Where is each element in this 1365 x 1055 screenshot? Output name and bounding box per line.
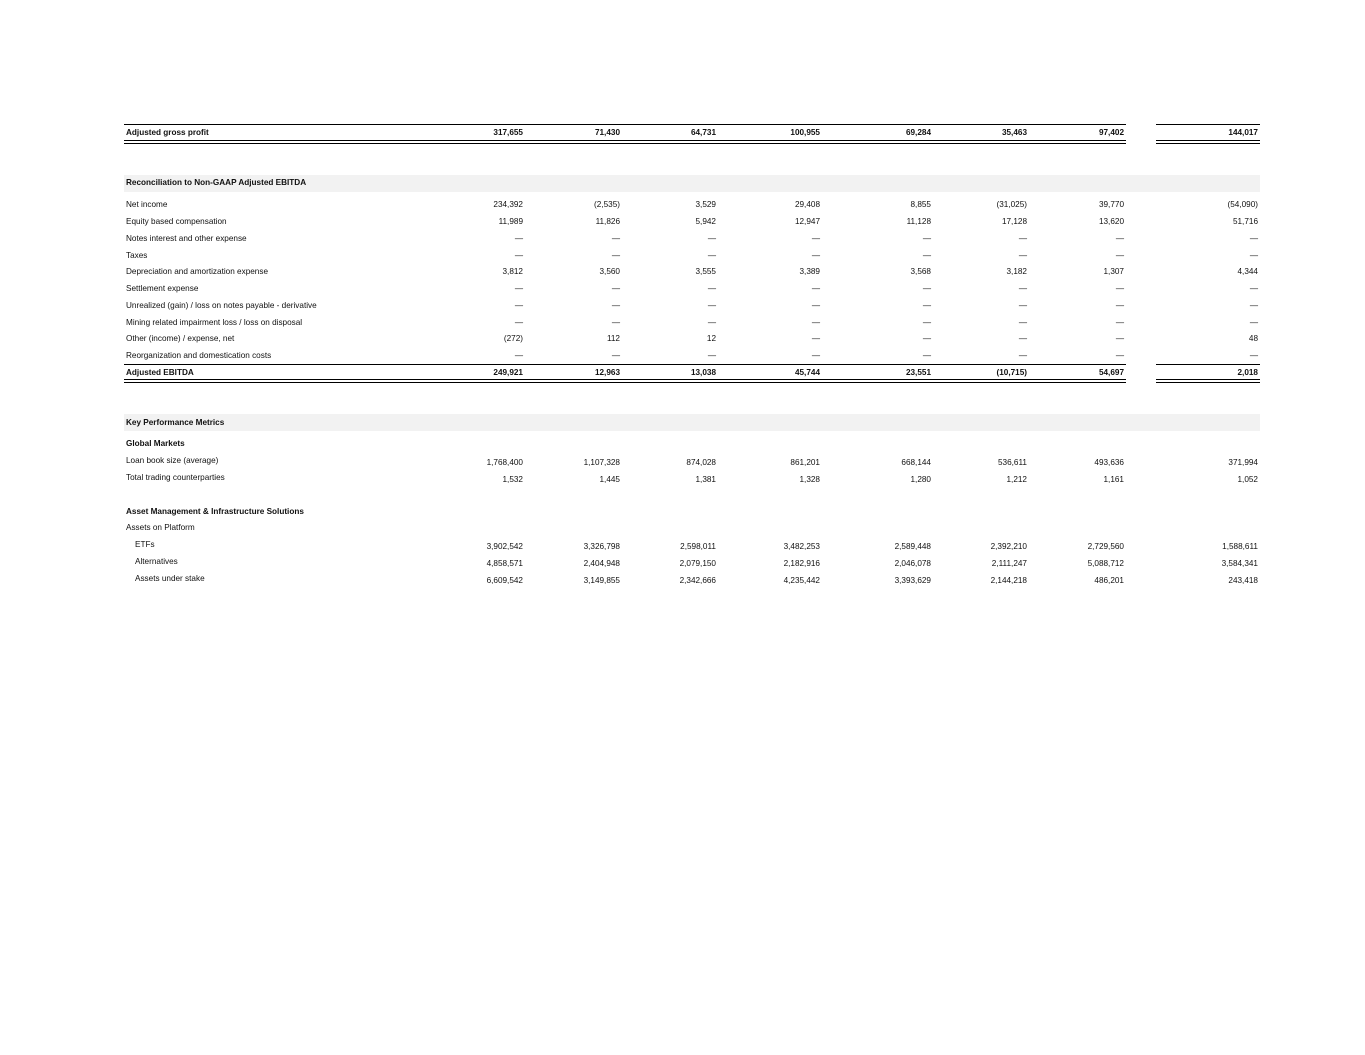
value-cell: — <box>922 301 931 310</box>
row-label: Alternatives <box>135 557 178 566</box>
row-label: Reconciliation to Non-GAAP Adjusted EBITDA <box>126 178 307 187</box>
value-cell: 45,744 <box>794 368 820 377</box>
value-cell: 71,430 <box>594 128 620 137</box>
value-cell: 3,560 <box>599 267 620 276</box>
value-cell: — <box>1115 251 1124 260</box>
value-cell: 1,212 <box>1006 475 1027 484</box>
value-cell: — <box>611 301 620 310</box>
value-cell: 371,994 <box>1228 458 1258 467</box>
value-cell: 4,344 <box>1237 267 1258 276</box>
reconciliation-header <box>124 175 1260 191</box>
value-cell: 2,182,916 <box>783 559 820 568</box>
value-cell: 48 <box>1248 334 1258 343</box>
value-cell: — <box>811 351 820 360</box>
value-cell: 243,418 <box>1228 576 1258 585</box>
kpi-row <box>124 554 1260 570</box>
value-cell: — <box>1249 234 1258 243</box>
value-cell: — <box>811 301 820 310</box>
row-label: Equity based compensation <box>126 217 227 226</box>
value-cell: — <box>1018 334 1027 343</box>
row-label: Adjusted gross profit <box>126 128 209 137</box>
reconciliation-row <box>124 231 1260 247</box>
value-cell: — <box>811 284 820 293</box>
value-cell: 2,046,078 <box>894 559 931 568</box>
reconciliation-row <box>124 315 1260 331</box>
value-cell: 2,392,210 <box>990 542 1027 551</box>
value-cell: (31,025) <box>996 200 1027 209</box>
value-cell: — <box>922 318 931 327</box>
value-cell: 11,128 <box>906 217 931 226</box>
reconciliation-row <box>124 264 1260 280</box>
value-cell: — <box>922 234 931 243</box>
reconciliation-row <box>124 248 1260 264</box>
assets-on-platform-label <box>124 520 1260 536</box>
adjusted-ebitda-row <box>124 365 1260 381</box>
value-cell: 3,149,855 <box>583 576 620 585</box>
value-cell: 1,381 <box>695 475 716 484</box>
row-label: Net income <box>126 200 168 209</box>
value-cell: 69,284 <box>905 128 931 137</box>
row-label: Depreciation and amortization expense <box>126 267 269 276</box>
value-cell: 64,731 <box>690 128 716 137</box>
kpi-header <box>124 415 1260 431</box>
value-cell: 536,611 <box>998 458 1027 467</box>
value-cell: — <box>1115 234 1124 243</box>
value-cell: — <box>514 318 523 327</box>
value-cell: 3,584,341 <box>1221 559 1258 568</box>
value-cell: — <box>922 284 931 293</box>
value-cell: 17,128 <box>1001 217 1027 226</box>
reconciliation-row <box>124 348 1260 364</box>
value-cell: — <box>1018 301 1027 310</box>
value-cell: 1,768,400 <box>486 458 523 467</box>
row-label: Taxes <box>126 251 148 260</box>
value-cell: 1,161 <box>1103 475 1124 484</box>
value-cell: 2,598,011 <box>680 542 716 551</box>
value-cell: 13,620 <box>1098 217 1124 226</box>
value-cell: — <box>1018 318 1027 327</box>
value-cell: 1,052 <box>1237 475 1258 484</box>
value-cell: 1,588,611 <box>1222 542 1258 551</box>
value-cell: — <box>611 251 620 260</box>
value-cell: 1,280 <box>910 475 931 484</box>
value-cell: 668,144 <box>901 458 931 467</box>
asset-management-label <box>124 504 1260 520</box>
value-cell: 112 <box>606 334 620 343</box>
kpi-row <box>124 537 1260 553</box>
value-cell: — <box>1249 301 1258 310</box>
value-cell: 3,326,798 <box>583 542 620 551</box>
value-cell: 54,697 <box>1098 368 1124 377</box>
value-cell: 5,088,712 <box>1087 559 1124 568</box>
value-cell: 29,408 <box>794 200 820 209</box>
kpi-row <box>124 571 1260 587</box>
value-cell: — <box>1115 284 1124 293</box>
value-cell: — <box>514 301 523 310</box>
value-cell: 39,770 <box>1098 200 1124 209</box>
row-label: Adjusted EBITDA <box>126 368 194 377</box>
value-cell: 11,989 <box>498 217 523 226</box>
value-cell: — <box>707 251 716 260</box>
value-cell: 12 <box>706 334 716 343</box>
value-cell: 3,812 <box>502 267 523 276</box>
row-label: ETFs <box>135 540 155 549</box>
value-cell: 1,532 <box>502 475 523 484</box>
value-cell: — <box>922 251 931 260</box>
value-cell: — <box>514 251 523 260</box>
value-cell: 5,942 <box>695 217 716 226</box>
value-cell: (54,090) <box>1227 200 1258 209</box>
value-cell: 35,463 <box>1001 128 1027 137</box>
value-cell: — <box>611 318 620 327</box>
value-cell: — <box>922 351 931 360</box>
row-label: Assets on Platform <box>126 523 195 532</box>
value-cell: — <box>811 251 820 260</box>
value-cell: — <box>1115 334 1124 343</box>
value-cell: — <box>1018 351 1027 360</box>
value-cell: 3,482,253 <box>783 542 820 551</box>
value-cell: — <box>811 234 820 243</box>
row-label: Key Performance Metrics <box>126 418 225 427</box>
value-cell: 2,404,948 <box>583 559 620 568</box>
value-cell: — <box>1249 251 1258 260</box>
value-cell: — <box>1115 351 1124 360</box>
row-label: Loan book size (average) <box>126 456 219 465</box>
reconciliation-row <box>124 298 1260 314</box>
value-cell: 13,038 <box>690 368 716 377</box>
value-cell: 4,235,442 <box>783 576 820 585</box>
value-cell: 4,858,571 <box>486 559 523 568</box>
row-label: Unrealized (gain) / loss on notes payable - derivative <box>126 301 317 310</box>
row-label: Total trading counterparties <box>126 473 225 482</box>
value-cell: 97,402 <box>1098 128 1124 137</box>
row-label: Mining related impairment loss / loss on disposal <box>126 318 303 327</box>
value-cell: 100,955 <box>790 128 820 137</box>
value-cell: — <box>1249 284 1258 293</box>
value-cell: — <box>707 351 716 360</box>
value-cell: — <box>1249 318 1258 327</box>
value-cell: 493,636 <box>1094 458 1124 467</box>
value-cell: 3,393,629 <box>894 576 931 585</box>
value-cell: 51,716 <box>1232 217 1258 226</box>
value-cell: — <box>514 284 523 293</box>
value-cell: 2,018 <box>1237 368 1258 377</box>
value-cell: 144,017 <box>1228 128 1258 137</box>
value-cell: — <box>922 334 931 343</box>
row-label: Reorganization and domestication costs <box>126 351 272 360</box>
value-cell: — <box>1018 234 1027 243</box>
value-cell: — <box>811 334 820 343</box>
value-cell: 2,079,150 <box>679 559 716 568</box>
value-cell: 12,947 <box>794 217 820 226</box>
value-cell: 2,729,560 <box>1087 542 1124 551</box>
value-cell: 3,902,542 <box>486 542 523 551</box>
value-cell: 6,609,542 <box>486 576 523 585</box>
value-cell: — <box>1249 351 1258 360</box>
value-cell: — <box>514 351 523 360</box>
adjusted-gross-profit-row <box>124 125 1260 141</box>
value-cell: 12,963 <box>594 368 620 377</box>
value-cell: — <box>611 284 620 293</box>
value-cell: 249,921 <box>493 368 523 377</box>
value-cell: 234,392 <box>493 200 523 209</box>
value-cell: 3,568 <box>910 267 931 276</box>
row-label: Settlement expense <box>126 284 199 293</box>
value-cell: — <box>707 318 716 327</box>
value-cell: 2,111,247 <box>991 559 1027 568</box>
reconciliation-row <box>124 197 1260 213</box>
value-cell: 8,855 <box>910 200 931 209</box>
row-label: Global Markets <box>126 439 185 448</box>
row-label: Notes interest and other expense <box>126 234 247 243</box>
value-cell: — <box>1115 318 1124 327</box>
row-label: Asset Management & Infrastructure Solutions <box>126 507 304 516</box>
kpi-row <box>124 470 1260 486</box>
value-cell: — <box>707 301 716 310</box>
value-cell: 23,551 <box>905 368 931 377</box>
value-cell: — <box>1018 284 1027 293</box>
value-cell: 1,307 <box>1103 267 1124 276</box>
value-cell: 874,028 <box>686 458 716 467</box>
value-cell: 486,201 <box>1094 576 1124 585</box>
value-cell: 861,201 <box>790 458 820 467</box>
value-cell: — <box>611 234 620 243</box>
value-cell: 2,589,448 <box>894 542 931 551</box>
global-markets-label <box>124 436 1260 452</box>
reconciliation-row <box>124 331 1260 347</box>
value-cell: 11,826 <box>595 217 620 226</box>
value-cell: — <box>707 234 716 243</box>
value-cell: 1,445 <box>599 475 620 484</box>
value-cell: 2,144,218 <box>990 576 1027 585</box>
value-cell: — <box>811 318 820 327</box>
kpi-row <box>124 453 1260 469</box>
value-cell: (10,715) <box>996 368 1027 377</box>
value-cell: 3,555 <box>695 267 716 276</box>
value-cell: — <box>1018 251 1027 260</box>
value-cell: — <box>707 284 716 293</box>
value-cell: (272) <box>503 334 523 343</box>
value-cell: 3,182 <box>1006 267 1027 276</box>
value-cell: — <box>514 234 523 243</box>
value-cell: 2,342,666 <box>679 576 716 585</box>
value-cell: — <box>611 351 620 360</box>
value-cell: 317,655 <box>493 128 523 137</box>
value-cell: 1,107,328 <box>583 458 620 467</box>
value-cell: 3,529 <box>695 200 716 209</box>
reconciliation-row <box>124 214 1260 230</box>
value-cell: 1,328 <box>799 475 820 484</box>
reconciliation-row <box>124 281 1260 297</box>
value-cell: (2,535) <box>594 200 620 209</box>
row-label: Assets under stake <box>135 574 205 583</box>
value-cell: 3,389 <box>799 267 820 276</box>
value-cell: — <box>1115 301 1124 310</box>
row-label: Other (income) / expense, net <box>126 334 235 343</box>
